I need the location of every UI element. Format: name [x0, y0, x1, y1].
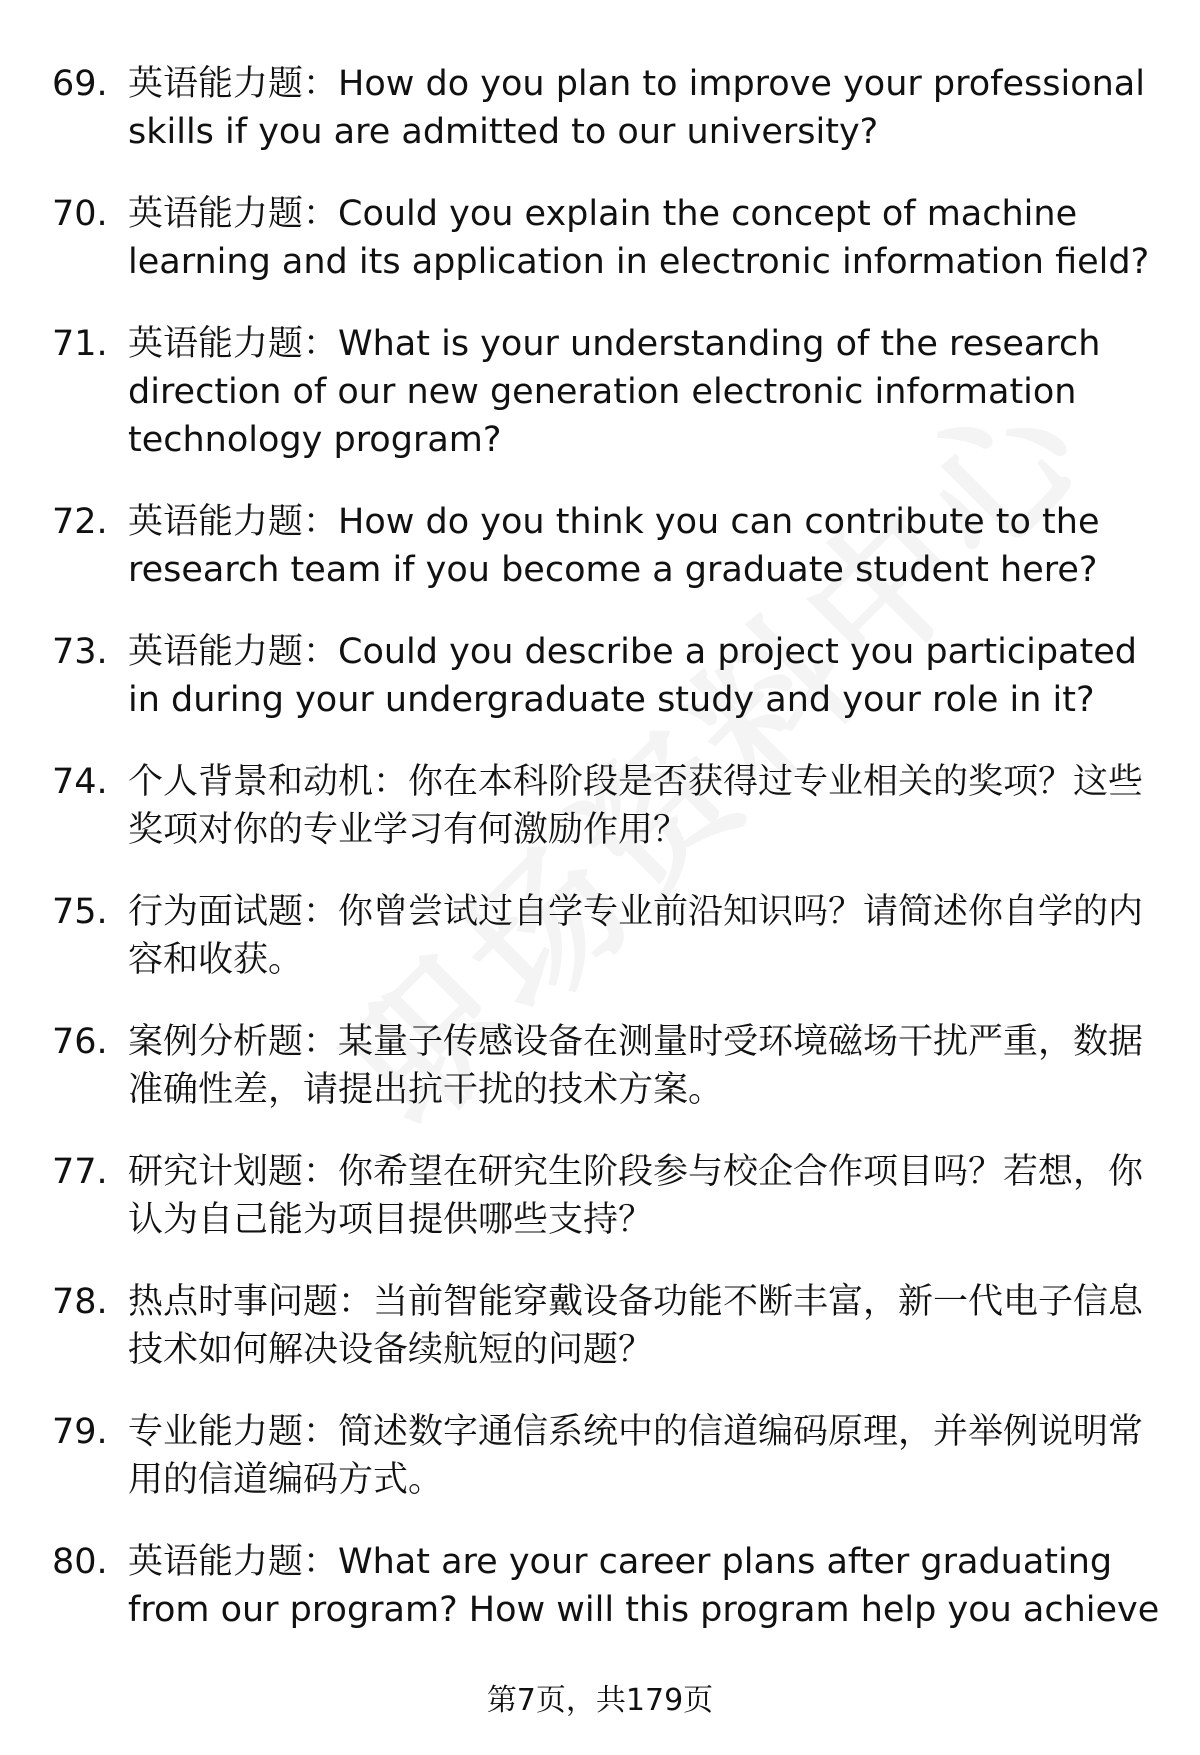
question-label: 热点时事问题： [128, 1282, 374, 1322]
question-content [128, 1278, 1162, 1374]
question-item [52, 1538, 1162, 1634]
question-item [52, 1278, 1162, 1374]
question-content [128, 60, 1162, 156]
question-text: How do you plan to improve your professional skills if you are admitted to our university? [128, 64, 1145, 152]
question-number: 73. [52, 632, 108, 672]
question-label: 专业能力题： [128, 1412, 339, 1452]
question-content [128, 498, 1162, 594]
question-text: How do you think you can contribute to the research team if you become a graduate student here? [128, 502, 1100, 590]
question-label: 行为面试题： [128, 892, 339, 932]
question-item [52, 758, 1162, 854]
question-number: 80. [52, 1542, 108, 1582]
question-content [128, 320, 1162, 464]
question-item [52, 1018, 1162, 1114]
question-label: 个人背景和动机： [128, 762, 409, 802]
question-content [128, 190, 1162, 286]
question-label: 英语能力题： [128, 1542, 339, 1582]
question-text: Could you describe a project you participated in during your undergraduate study and your role in it? [128, 632, 1137, 720]
question-item [52, 628, 1162, 724]
question-number: 76. [52, 1022, 108, 1062]
question-content [128, 1408, 1162, 1504]
question-item [52, 60, 1162, 156]
question-text: 当前智能穿戴设备功能不断丰富，新一代电子信息技术如何解决设备续航短的问题？ [128, 1282, 1144, 1370]
question-number: 72. [52, 502, 108, 542]
question-content [128, 888, 1162, 984]
question-content [128, 1018, 1162, 1114]
question-number: 74. [52, 762, 108, 802]
question-text: What is your understanding of the research direction of our new generation electronic information technology program? [128, 324, 1101, 460]
question-label: 英语能力题： [128, 64, 339, 104]
question-number: 69. [52, 64, 108, 104]
question-number: 70. [52, 194, 108, 234]
question-text: 简述数字通信系统中的信道编码原理，并举例说明常用的信道编码方式。 [128, 1412, 1144, 1500]
question-content [128, 628, 1162, 724]
question-text: 某量子传感设备在测量时受环境磁场干扰严重，数据准确性差，请提出抗干扰的技术方案。 [128, 1022, 1144, 1110]
question-content [128, 1148, 1162, 1244]
question-item [52, 1408, 1162, 1504]
question-label: 英语能力题： [128, 632, 339, 672]
question-text: 你曾尝试过自学专业前沿知识吗？请简述你自学的内容和收获。 [128, 892, 1144, 980]
question-label: 英语能力题： [128, 502, 339, 542]
question-item [52, 498, 1162, 594]
question-label: 英语能力题： [128, 194, 339, 234]
question-number: 78. [52, 1282, 108, 1322]
question-item [52, 1148, 1162, 1244]
question-label: 英语能力题： [128, 324, 339, 364]
question-label: 案例分析题： [128, 1022, 339, 1062]
question-content [128, 1538, 1162, 1634]
question-number: 71. [52, 324, 108, 364]
question-item [52, 888, 1162, 984]
question-text: Could you explain the concept of machine learning and its application in electronic information field? [128, 194, 1150, 282]
question-text: 你希望在研究生阶段参与校企合作项目吗？若想，你认为自己能为项目提供哪些支持？ [128, 1152, 1144, 1240]
question-text: 你在本科阶段是否获得过专业相关的奖项？这些奖项对你的专业学习有何激励作用？ [128, 762, 1144, 850]
question-text: What are your career plans after graduating from our program? How will this program help you achieve [128, 1542, 1160, 1630]
question-number: 75. [52, 892, 108, 932]
question-item [52, 320, 1162, 464]
question-content [128, 758, 1162, 854]
question-number: 77. [52, 1152, 108, 1192]
page-indicator: 第7页，共179页 [486, 1683, 714, 1718]
question-label: 研究计划题： [128, 1152, 339, 1192]
question-item [52, 190, 1162, 286]
question-number: 79. [52, 1412, 108, 1452]
question-list [52, 60, 1162, 1634]
